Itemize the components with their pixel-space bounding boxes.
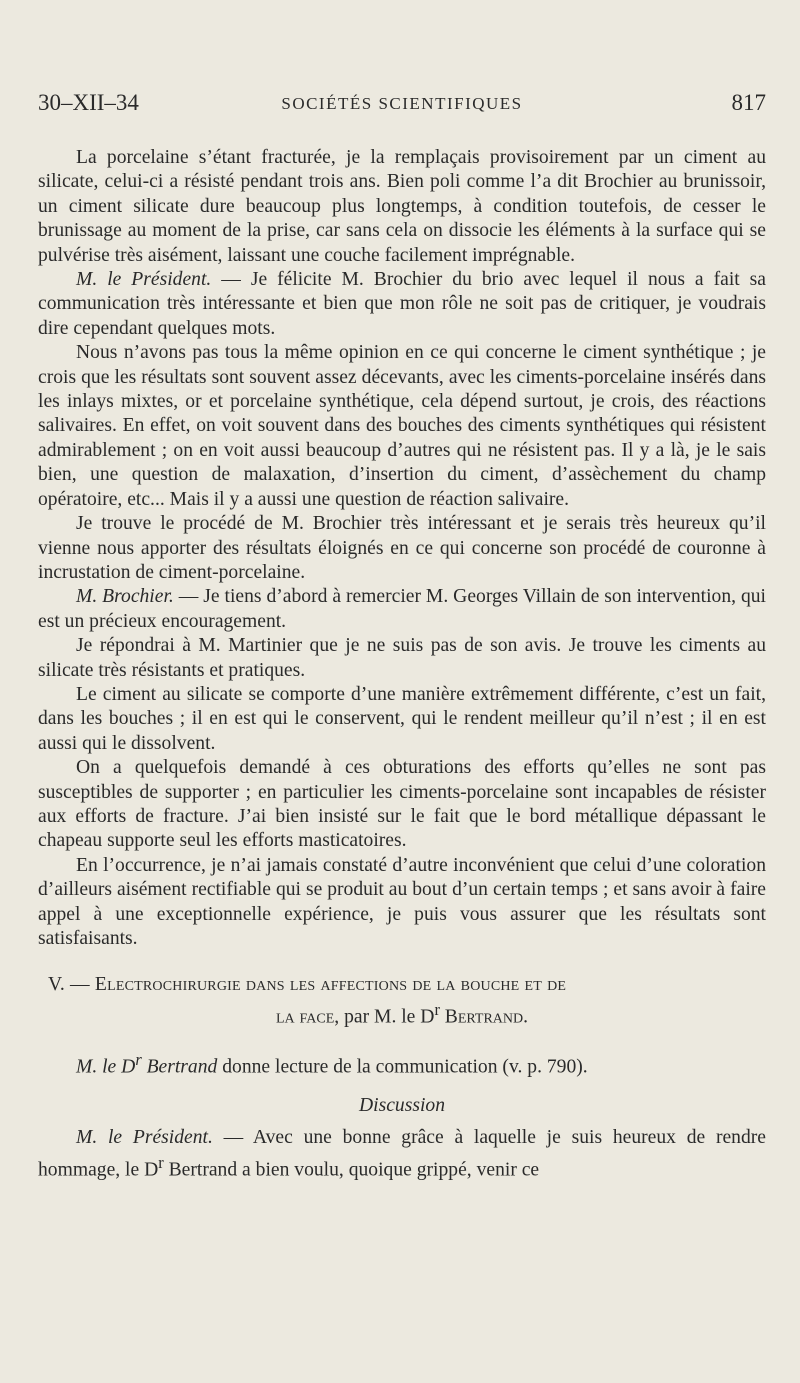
paragraph: M. le Président. — Je félicite M. Brochier du brio avec lequel il nous a fait sa communication très intéressante et bien que mon rôle ne soit pas de critiquer, je voudrais dire cependant quelques mots.	[38, 269, 766, 339]
speaker: M. Brochier.	[76, 586, 174, 608]
speaker: M. le Président.	[76, 1127, 213, 1149]
paragraph: M. Brochier. — Je tiens d’abord à remercier M. Georges Villain de son intervention, qui est un précieux encouragement.	[38, 586, 766, 632]
page-number: 817	[731, 90, 766, 115]
section-author: Bertrand.	[439, 1006, 529, 1028]
paragraph: Je trouve le procédé de M. Brochier très intéressant et je serais très heureux qu’il vienne nous apporter des résultats éloignés en ce qui concerne son procédé de couronne à incrustation de ciment-porcelaine.	[38, 513, 766, 583]
paragraph: La porcelaine s’étant fracturée, je la remplaçais provisoirement par un ciment au silicate, celui-ci a résisté pendant trois ans. Bien poli comme l’a dit Brochier au brunissoir, un ciment silicate dure beaucoup plus longtemps, à condition toutefois, de cesser le brunissage au moment de la prise, car sans cela on dissocie les éléments à la surface qui se pulvérise très aisément, laissant une couche facilement imprégnable.	[38, 147, 766, 266]
discussion-heading: Discussion	[358, 1094, 445, 1116]
section-heading-line2: la face, par M. le $D^r$ Bertrand.	[275, 999, 529, 1028]
paragraph: En l’occurrence, je n’ai jamais constaté d’autre inconvénient que celui d’une coloration d’ailleurs aisément rectifiable qui se produit au bout d’un certain temps ; et sans avoir à faire appel à une exceptionnelle expérience, je puis vous assurer que les résultats sont satisfaisants.	[38, 854, 766, 949]
section-title: Electrochirurgie dans les affections de la bouche et de	[94, 974, 567, 996]
body-text	[38, 146, 766, 1182]
section-heading	[38, 973, 766, 997]
section-number: V. —	[48, 974, 95, 996]
paragraph: Nous n’avons pas tous la même opinion en ce qui concerne le ciment synthétique ; je crois que les résultats sont souvent assez décevants, avec les ciments-porcelaine insérés dans les inlays mixtes, or et porcelaine synthétique, cela dépend surtout, je crois, des réactions salivaires. En effet, on voit souvent dans des bouches des ciments synthétiques qui résistent admirablement ; on en voit aussi beaucoup d’autres qui ne résistent pas. Il y a là, je le sais bien, une question de malaxation, d’insertion du ciment, d’assèchement du champ opératoire, etc... Mais il y a aussi une question de réaction salivaire.	[38, 342, 766, 510]
header-date: 30–XII–34	[38, 90, 139, 115]
paragraph: M. le Président. — Avec une bonne grâce à laquelle je suis heureux de rendre hommage, le $D^r$ Bertrand a bien voulu, quoique grippé, venir ce	[38, 1127, 767, 1181]
lecture-note: M. le $D^r$ Bertrand donne lecture de la communication (v. p. 790).	[76, 1049, 588, 1078]
header-title: SOCIÉTÉS SCIENTIFIQUES	[281, 94, 523, 113]
paragraph: Le ciment au silicate se comporte d’une manière extrêmement différente, c’est un fait, dans les bouches ; il en est qui le conservent, qui le rendent meilleur qu’il n’est ; il en est aussi qui le dissolvent.	[38, 683, 766, 754]
running-header	[38, 90, 766, 124]
speaker: M. le Président.	[76, 269, 212, 291]
paragraph: Je répondrai à M. Martinier que je ne suis pas de son avis. Je trouve les ciments au silicate très résistants et pratiques.	[38, 635, 766, 681]
paragraph: On a quelquefois demandé à ces obturations des efforts qu’elles ne sont pas susceptibles de supporter ; en particulier les ciments-porcelaine sont incapables de résister aux efforts de fracture. J’ai bien insisté sur le fait que le bord métallique dépassant le chapeau supporte seul les efforts masticatoires.	[38, 757, 766, 852]
